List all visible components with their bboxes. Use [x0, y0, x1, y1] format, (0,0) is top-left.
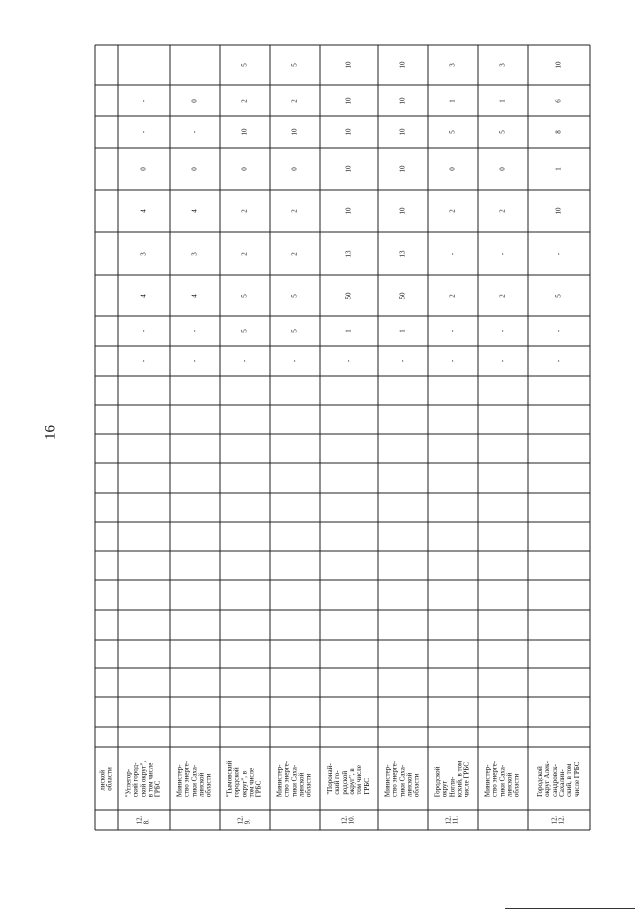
value-text: 50	[398, 292, 407, 299]
row-entity-line: Министер-	[383, 764, 392, 797]
row-entity-line: том числе	[247, 767, 256, 797]
value-text: 2	[448, 209, 457, 213]
value-text: 10	[554, 207, 563, 215]
value-text: 13	[344, 250, 353, 257]
row-entity-line: Сахалин-	[558, 768, 566, 797]
value-text: 5	[554, 293, 563, 298]
value-text: 2	[240, 98, 249, 103]
row-entity-line: сандровск-	[550, 763, 559, 797]
value-text: 0	[139, 167, 148, 171]
value-text: -	[190, 329, 199, 333]
value-text: 2	[240, 251, 249, 256]
value-text: -	[240, 359, 249, 363]
value-text: -	[554, 329, 563, 333]
value-text: 10	[240, 128, 249, 136]
page-number: 16	[42, 425, 59, 440]
value-text: 10	[398, 128, 407, 136]
row-entity-line: тики Саха-	[398, 764, 407, 797]
header-label-line: области	[105, 766, 114, 791]
value-text: 0	[240, 167, 249, 171]
value-text: -	[498, 359, 507, 363]
value-text: 13	[398, 250, 407, 257]
value-text: 10	[554, 61, 563, 69]
value-text: 0	[290, 167, 299, 171]
value-text: 3	[139, 251, 148, 256]
value-text: 1	[554, 167, 563, 171]
value-text: -	[290, 359, 299, 363]
value-text: -	[448, 359, 457, 363]
value-text: -	[448, 329, 457, 333]
value-text: 5	[240, 293, 249, 298]
row-entity-line: Городской	[433, 766, 442, 797]
value-text: 5	[290, 329, 299, 333]
row-entity-line: ГРБС	[154, 780, 163, 797]
value-text: 2	[240, 209, 249, 213]
value-text: 10	[344, 165, 353, 173]
row-number-line: 9.	[244, 819, 252, 825]
row-entity-line: линской	[405, 772, 414, 797]
value-text: 2	[498, 293, 507, 298]
row-entity-line: линской	[505, 772, 514, 797]
value-text: 50	[344, 292, 353, 299]
row-entity-line: числе ГРБС	[572, 761, 581, 797]
row-entity-line: тики Саха-	[498, 764, 507, 797]
row-number-line: 10.	[348, 815, 356, 825]
value-text: 1	[398, 329, 407, 333]
row-entity-line: области	[513, 773, 522, 797]
value-text: 10	[344, 128, 353, 136]
value-text: -	[498, 252, 507, 255]
row-entity-line: ский го-	[333, 769, 342, 795]
value-text: 3	[448, 63, 457, 67]
row-entity-line: округ", в	[240, 770, 249, 797]
row-entity-line: Ногли-	[448, 776, 457, 797]
row-entity-line: области	[305, 773, 314, 797]
row-entity-line: Министер-	[483, 764, 492, 797]
value-text: 5	[498, 130, 507, 134]
row-entity-line: кский, в том	[455, 760, 464, 797]
value-text: 3	[498, 63, 507, 67]
value-text: 5	[240, 63, 249, 67]
row-entity-line: округ", в	[348, 767, 356, 795]
value-text: 5	[240, 329, 249, 333]
value-text: 2	[498, 209, 507, 213]
value-text: 4	[139, 293, 148, 298]
row-entity-line: тики Саха-	[190, 764, 199, 797]
row-number-line: 12.	[236, 815, 245, 825]
row-entity-line: "Тымовский	[225, 760, 234, 797]
value-text: 1	[498, 98, 507, 103]
value-text: 6	[554, 98, 563, 103]
row-entity-line: родской	[340, 770, 349, 795]
value-text: 10	[344, 207, 353, 215]
value-text: -	[190, 359, 199, 363]
value-text: 0	[448, 167, 457, 171]
row-number-line: 11.	[452, 815, 460, 825]
value-text: -	[190, 130, 199, 134]
row-entity-line: ской округ",	[139, 760, 148, 797]
row-entity-line: линской	[297, 772, 306, 797]
row-entity-line: "Поронай-	[325, 762, 334, 795]
row-entity-line: Министер-	[175, 764, 184, 797]
value-text: 3	[190, 251, 199, 256]
value-text: 5	[290, 293, 299, 298]
value-text: 0	[498, 167, 507, 171]
value-text: -	[498, 329, 507, 333]
row-entity-line: ГРБС	[255, 780, 264, 797]
value-text: 5	[448, 130, 457, 134]
row-number-line: 8.	[143, 819, 151, 825]
value-text: 2	[290, 209, 299, 213]
row-entity-line: области	[205, 773, 214, 797]
value-text: -	[344, 359, 353, 363]
value-text: -	[398, 359, 407, 363]
row-entity-line: ГРБС	[362, 777, 371, 795]
value-text: 1	[448, 98, 457, 103]
row-entity-line: округ	[440, 780, 449, 797]
value-text: 8	[554, 130, 563, 134]
row-entity-line: ство энерге-	[390, 760, 399, 797]
value-text: 4	[190, 209, 199, 213]
row-entity-line: в том числе	[146, 762, 155, 797]
row-number-line: 12.	[444, 815, 453, 825]
value-text: -	[448, 252, 457, 255]
value-text: 4	[190, 293, 199, 298]
value-text: 0	[190, 98, 199, 103]
value-text: -	[139, 99, 148, 102]
value-text: -	[139, 359, 148, 363]
row-entity-line: Министер-	[275, 764, 284, 797]
value-text: 0	[190, 167, 199, 171]
row-entity-line: ство энерге-	[282, 760, 291, 797]
row-number-line: 12.	[558, 815, 566, 825]
value-text: 5	[290, 63, 299, 67]
value-text: 2	[290, 98, 299, 103]
row-entity-line: округ Алек-	[543, 760, 552, 797]
row-entity-line: области	[413, 773, 422, 797]
row-number-line: 12.	[135, 815, 144, 825]
row-entity-line: том числе	[355, 764, 364, 795]
row-entity-line: числе ГРБС	[463, 761, 472, 797]
row-entity-line: ство энерге-	[182, 760, 191, 797]
row-entity-line: ство энерге-	[490, 760, 499, 797]
row-entity-line: тики Саха-	[290, 764, 299, 797]
footer-rule	[505, 908, 635, 909]
value-text: 10	[344, 97, 353, 104]
row-entity-line: ский, в том	[565, 763, 574, 797]
row-entity-line: линской	[197, 772, 206, 797]
value-text: 10	[398, 207, 407, 215]
row-number-line: 12.	[550, 815, 559, 825]
value-text: 2	[448, 293, 457, 298]
row-entity-line: Городской	[535, 765, 544, 797]
value-text: 10	[344, 61, 353, 69]
value-text: 1	[344, 329, 353, 333]
value-text: -	[554, 359, 563, 363]
value-text: 10	[398, 61, 407, 69]
row-entity-line: городской	[232, 766, 241, 797]
value-text: 10	[290, 128, 299, 136]
row-entity-line: ский город-	[131, 762, 140, 797]
value-text: 4	[139, 209, 148, 213]
value-text: -	[139, 130, 148, 134]
value-text: -	[139, 329, 148, 333]
row-number-line: 12.	[340, 815, 349, 825]
value-text: -	[554, 252, 563, 255]
value-text: 10	[398, 97, 407, 104]
row-entity-line: "Углегор-	[124, 768, 133, 797]
value-text: 10	[398, 165, 407, 173]
value-text: 2	[290, 251, 299, 256]
header-label-line: лиской	[98, 769, 107, 791]
